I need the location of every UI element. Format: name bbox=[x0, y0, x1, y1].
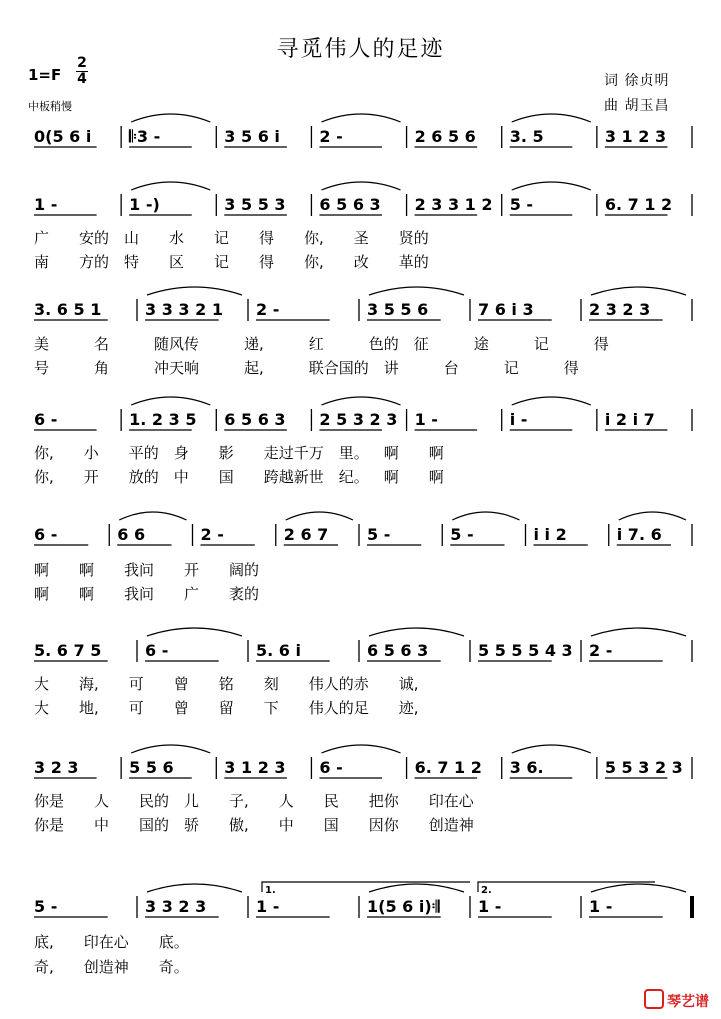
measure-notes: 2 6 7 bbox=[283, 525, 329, 544]
measure-notes: 3 5 6 i bbox=[224, 127, 280, 146]
lyric-line: 南 方的 特 区 记 得 你, 改 革的 bbox=[34, 253, 429, 271]
measure-notes: 2 - bbox=[589, 641, 613, 660]
measure-notes: 6 6 bbox=[117, 525, 146, 544]
measure-notes: 6. 7 1 2 bbox=[414, 758, 482, 777]
watermark-text: 琴艺谱 bbox=[667, 994, 709, 1010]
slur-arc bbox=[131, 114, 210, 122]
measure-notes: i 7. 6 bbox=[616, 525, 662, 544]
watermark-logo bbox=[644, 989, 709, 1011]
measure-notes: 1 - bbox=[256, 897, 280, 916]
lyric-line: 底, 印在心 底。 bbox=[34, 933, 189, 951]
measure-notes: 6 - bbox=[34, 410, 58, 429]
lyric-line: 你是 中 国的 骄 傲, 中 国 因你 创造神 bbox=[34, 816, 474, 834]
lyric-line: 奇, 创造神 奇。 bbox=[34, 958, 189, 976]
time-signature-bottom: 4 bbox=[77, 71, 87, 87]
measure-notes: 3 5 5 6 bbox=[367, 300, 429, 319]
measure-notes: 6 5 6 3 bbox=[367, 641, 429, 660]
lyric-line: 广 安的 山 水 记 得 你, 圣 贤的 bbox=[34, 229, 429, 247]
measure-notes: 1 -) bbox=[129, 195, 160, 214]
measure-notes: 5 5 6 bbox=[129, 758, 174, 777]
lyricist-credit: 词 徐贞明 bbox=[604, 73, 670, 89]
measure-notes: 1 - bbox=[589, 897, 613, 916]
slur-arc bbox=[619, 512, 686, 520]
measure-notes: 6 - bbox=[319, 758, 343, 777]
measure-notes: 6 5 6 3 bbox=[224, 410, 286, 429]
measure-notes: 3 2 3 bbox=[34, 758, 79, 777]
measure-notes: 2 5 3 2 3 bbox=[319, 410, 398, 429]
measure-notes: 7 6 i 3 bbox=[478, 300, 534, 319]
measure-notes: 3. 5 bbox=[509, 127, 544, 146]
measure-notes: 0(5 6 i bbox=[34, 127, 92, 146]
slur-arc bbox=[452, 512, 519, 520]
measure-notes: 2 - bbox=[256, 300, 280, 319]
measure-notes: 1 - bbox=[34, 195, 58, 214]
lyric-line: 你, 开 放的 中 国 跨越新世 纪。 啊 啊 bbox=[34, 468, 444, 486]
lyric-line: 大 地, 可 曾 留 下 伟人的足 迹, bbox=[34, 699, 419, 717]
measure-notes: 2 - bbox=[319, 127, 343, 146]
measure-notes: 3 1 2 3 bbox=[604, 127, 667, 146]
measure-notes: 2 6 5 6 bbox=[414, 127, 476, 146]
measure-notes: 1. 2 3 5 bbox=[129, 410, 197, 429]
key-signature: 1=F bbox=[28, 66, 62, 84]
slur-arc bbox=[286, 512, 353, 520]
measure-notes: 5 - bbox=[509, 195, 534, 214]
slur-arc bbox=[591, 884, 686, 892]
measure-notes: 3 6. bbox=[509, 758, 544, 777]
measure-notes: 6 - bbox=[34, 525, 58, 544]
measure-notes: i i 2 bbox=[533, 525, 567, 544]
lyric-line: 号 角 冲天响 起, 联合国的 讲 台 记 得 bbox=[34, 359, 579, 377]
measure-notes: 6 - bbox=[145, 641, 169, 660]
measure-notes: 3. 6 5 1 bbox=[34, 300, 102, 319]
volta-bracket bbox=[478, 882, 655, 892]
slur-arc bbox=[321, 114, 400, 122]
slur-arc bbox=[147, 287, 242, 295]
lyric-line: 美 名 随风传 递, 红 色的 征 途 记 得 bbox=[34, 335, 609, 353]
lyric-line: 你是 人 民的 儿 子, 人 民 把你 印在心 bbox=[34, 792, 474, 810]
measure-notes: 2 - bbox=[200, 525, 224, 544]
slur-arc bbox=[131, 182, 210, 190]
measure-notes: 5 5 5 5 4 3 bbox=[478, 641, 573, 660]
volta-number: 1. bbox=[265, 885, 276, 896]
volta-bracket bbox=[262, 882, 470, 892]
slur-arc bbox=[321, 182, 400, 190]
measure-notes: 5 - bbox=[450, 525, 474, 544]
time-signature-top: 2 bbox=[77, 55, 87, 71]
slur-arc bbox=[321, 397, 400, 405]
slur-arc bbox=[147, 628, 242, 636]
measure-notes: 1(5 6 i)𝄇 bbox=[367, 897, 440, 916]
slur-arc bbox=[131, 745, 210, 753]
slur-arc bbox=[369, 287, 464, 295]
measure-notes: 5 - bbox=[367, 525, 391, 544]
measure-notes: 𝄆3 - bbox=[129, 127, 161, 146]
slur-arc bbox=[512, 114, 591, 122]
measure-notes: i - bbox=[509, 410, 528, 429]
measure-notes: 3 5 5 3 bbox=[224, 195, 286, 214]
slur-arc bbox=[131, 397, 210, 405]
measure-notes: 1 - bbox=[478, 897, 502, 916]
watermark-icon bbox=[644, 989, 664, 1009]
slur-arc bbox=[369, 884, 464, 892]
slur-arc bbox=[369, 628, 464, 636]
measure-notes: 5 - bbox=[34, 897, 58, 916]
measure-notes: 5. 6 i bbox=[256, 641, 301, 660]
measure-notes: i 2 i 7 bbox=[604, 410, 655, 429]
measure-notes: 1 - bbox=[414, 410, 438, 429]
lyric-line: 啊 啊 我问 开 阔的 bbox=[34, 561, 260, 579]
slur-arc bbox=[591, 287, 686, 295]
composer-credit: 曲 胡玉昌 bbox=[604, 98, 670, 114]
slur-arc bbox=[512, 745, 591, 753]
measure-notes: 6 5 6 3 bbox=[319, 195, 381, 214]
measure-notes: 3 1 2 3 bbox=[224, 758, 286, 777]
slur-arc bbox=[512, 397, 591, 405]
tempo-marking: 中板稍慢 bbox=[28, 100, 72, 113]
slur-arc bbox=[321, 745, 400, 753]
measure-notes: 2 3 3 1 2 bbox=[414, 195, 493, 214]
measure-notes: 6. 7 1 2 bbox=[604, 195, 673, 214]
measure-notes: 5 5 3 2 3 bbox=[604, 758, 683, 777]
lyric-line: 大 海, 可 曾 铭 刻 伟人的赤 诚, bbox=[34, 675, 419, 693]
song-title: 寻觅伟人的足迹 bbox=[276, 37, 445, 62]
measure-notes: 3 3 2 3 bbox=[145, 897, 207, 916]
slur-arc bbox=[119, 512, 186, 520]
measure-notes: 5. 6 7 5 bbox=[34, 641, 102, 660]
lyric-line: 啊 啊 我问 广 袤的 bbox=[34, 585, 260, 603]
slur-arc bbox=[147, 884, 242, 892]
lyric-line: 你, 小 平的 身 影 走过千万 里。 啊 啊 bbox=[34, 444, 444, 462]
slur-arc bbox=[591, 628, 686, 636]
slur-arc bbox=[512, 182, 591, 190]
measure-notes: 3 3 3 2 1 bbox=[145, 300, 223, 319]
volta-number: 2. bbox=[481, 885, 492, 896]
measure-notes: 2 3 2 3 bbox=[589, 300, 651, 319]
